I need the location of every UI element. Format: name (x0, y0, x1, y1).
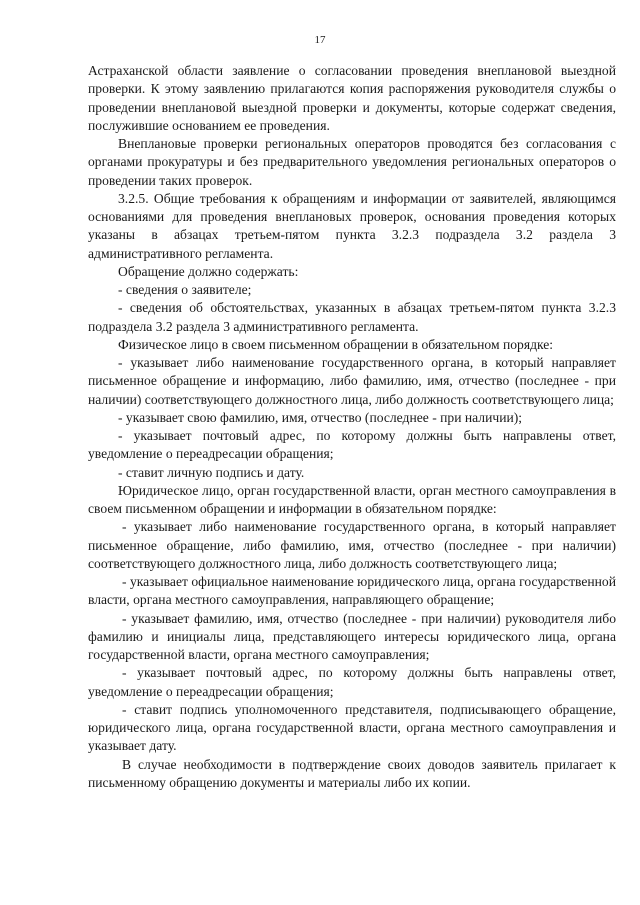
paragraph: Физическое лицо в своем письменном обращении в обязательном порядке: (118, 336, 554, 352)
list-item: - ставит личную подпись и дату. (118, 464, 305, 480)
paragraph: 3.2.5. Общие требования к обращениям и информации от заявителей, являющимся основаниями для проведения внеплановых проверок, основания проведения которых указаны в абзацах третьем-пятом пункта 3.2.3 подраздела 3.2 раздела 3 административного регламента. (88, 190, 616, 261)
paragraph: Юридическое лицо, орган государственной власти, орган местного самоуправления в своем письменном обращении и информации в обязательном порядке: (88, 482, 616, 516)
paragraph: Обращение должно содержать: (118, 263, 299, 279)
list-item: - указывает фамилию, имя, отчество (последнее - при наличии) руководителя либо фамилию и инициалы лица, представляющего интересы юридического лица, органа государственной власти, органа местного самоуправления; (88, 610, 616, 662)
paragraph: В случае необходимости в подтверждение своих доводов заявитель прилагает к письменному обращению документы и материалы либо их копии. (88, 756, 616, 790)
list-item: - указывает либо наименование государственного органа, в который направляет письменное обращение, либо фамилию, имя, отчество (последнее - при наличии) соответствующего должностного лица, либо должность соответствующего лица; (88, 519, 616, 571)
list-item: - ставит подпись уполномоченного представителя, подписывающего обращение, юридического лица, органа государственной власти, органа местного самоуправления и указывает дату. (88, 701, 616, 754)
document-body (88, 62, 616, 792)
list-item: - указывает почтовый адрес, по которому должны быть направлены ответ, уведомление о переадресации обращения; (88, 665, 616, 699)
paragraph: Астраханской области заявление о согласовании проведения внеплановой выездной проверки. К этому заявлению прилагаются копия распоряжения руководителя службы о проведении внеплановой выездной проверки и документы, которые содержат сведения, послужившие основанием ее проведения. (88, 63, 616, 133)
list-item: - сведения о заявителе; (118, 282, 252, 297)
list-item: - указывает почтовый адрес, по которому должны быть направлены ответ, уведомление о переадресации обращения; (88, 428, 616, 462)
list-item: - указывает свою фамилию, имя, отчество (последнее - при наличии); (118, 409, 523, 425)
page-number: 17 (314, 34, 326, 46)
paragraph: Внеплановые проверки региональных операторов проводятся без согласования с органами прокуратуры и без предварительного уведомления региональных операторов о проведении таких проверок. (88, 136, 616, 188)
list-item: - указывает официальное наименование юридического лица, органа государственной власти, органа местного самоуправления, направляющего обращение; (88, 574, 616, 608)
list-item: - указывает либо наименование государственного органа, в который направляет письменное обращение и информацию, либо фамилию, имя, отчество (последнее - при наличии) соответствующего должностного лица, либо должность соответствующего лица; (88, 355, 616, 407)
list-item: - сведения об обстоятельствах, указанных в абзацах третьем-пятом пункта 3.2.3 подраздела 3.2 раздела 3 административного регламента. (88, 300, 616, 334)
